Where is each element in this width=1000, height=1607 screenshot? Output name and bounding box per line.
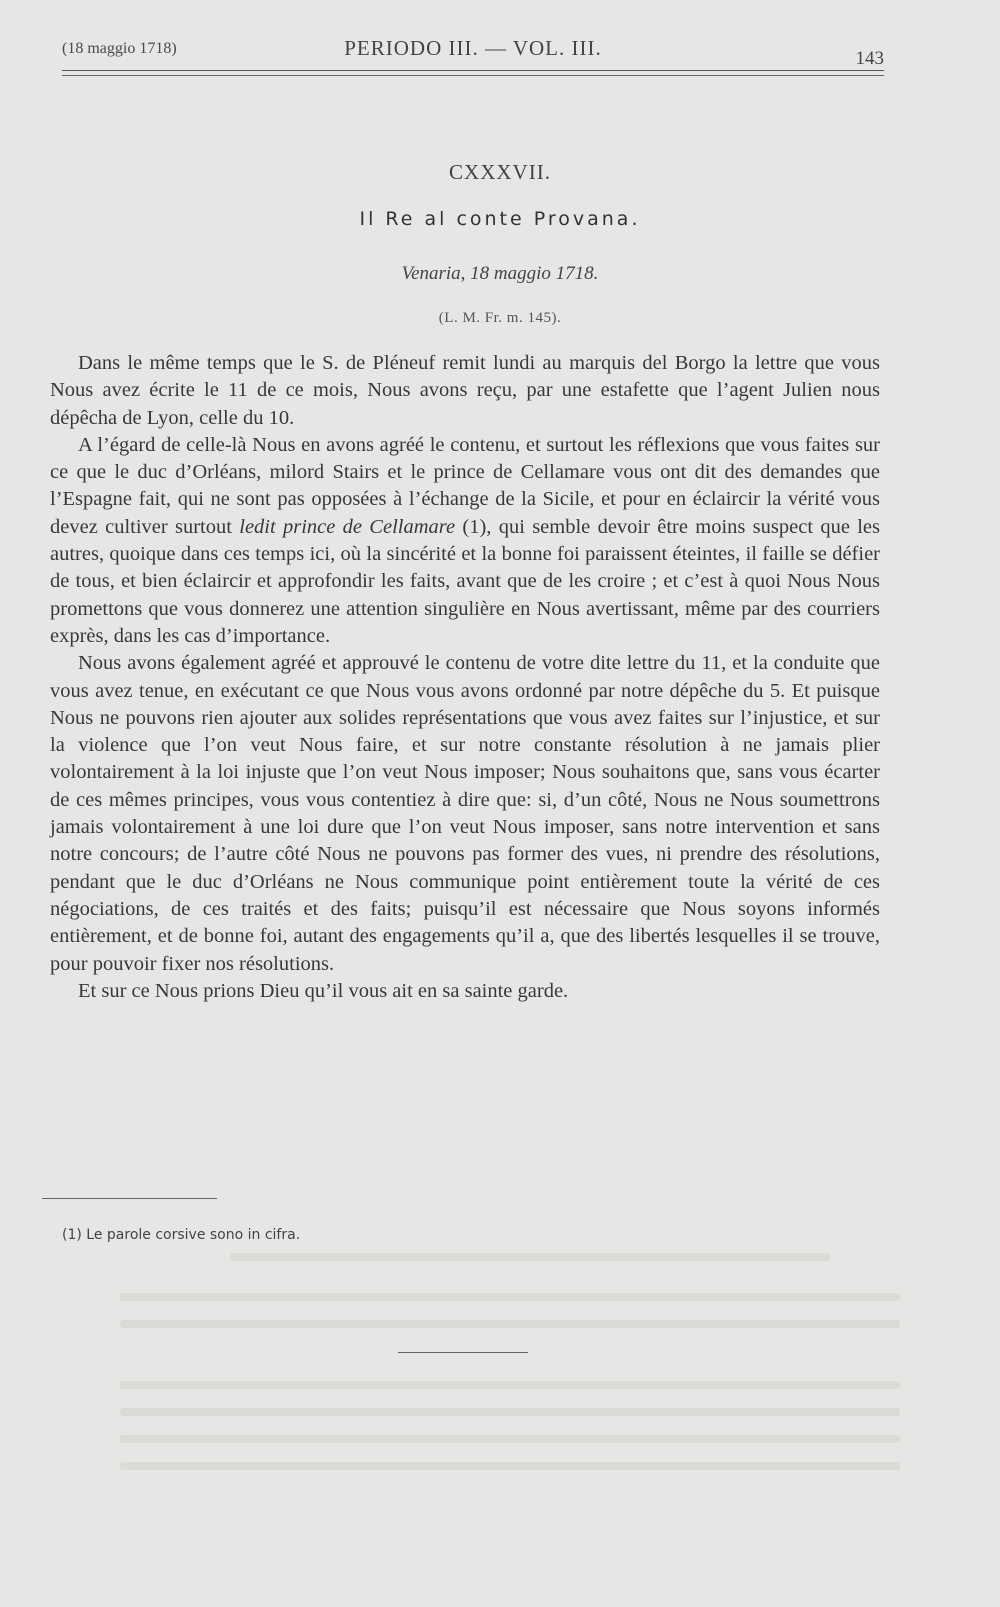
letter-body	[50, 350, 880, 1005]
footnote: (1) Le parole corsive sono in cifra.	[62, 1227, 301, 1243]
running-head-period: PERIODO III. — VOL. III.	[344, 36, 602, 60]
paragraph-1: Dans le même temps que le S. de Pléneuf remit lundi au marquis del Borgo la lettre que vous Nous avez écrite le 11 de ce mois, Nous avons reçu, par une estafette que l’agent Julien nous dépêcha de Lyon, celle du 10.	[50, 352, 880, 429]
running-head	[62, 36, 884, 70]
bleed-line	[120, 1408, 900, 1416]
bleed-line	[120, 1293, 900, 1301]
paragraph-3: Nous avons également agréé et approuvé le contenu de votre dite lettre du 11, et la conduite que vous avez tenue, en exécutant ce que Nous vous avons ordonné par notre dépêche du 5. Et puisque Nous ne pouvons rien ajouter aux solides représentations que vous avez faites sur l’injustice, et sur la violence que l’on veut Nous faire, et sur notre constante résolution à ne jamais plier volontairement à la loi injuste que l’on veut Nous imposer; Nous souhaitons que, sans vous écarter de ces mêmes principes, vous vous contentiez à dire que: si, d’un côté, Nous ne Nous soumettrons jamais volontairement à une loi dure que l’on veut Nous imposer, sans notre intervention et sans notre concours; de l’autre côté Nous ne pouvons pas former des vues, ni prendre des résolutions, pendant que le duc d’Orléans ne Nous communique point entièrement toute la vérité de ces négociations, de ces traités et des faits; puisqu’il est nécessaire que Nous soyons informés entièrement, et de bonne foi, autant des engagements qu’il a, que des libertés lesquelles il se trouve, pour pouvoir fixer nos résolutions.	[50, 652, 880, 975]
document-place-date: Venaria, 18 maggio 1718.	[401, 263, 599, 284]
bleed-line	[120, 1462, 900, 1470]
page-number: 143	[855, 48, 884, 69]
paragraph-4: Et sur ce Nous prions Dieu qu’il vous ait en sa sainte garde.	[78, 979, 569, 1002]
end-rule	[398, 1352, 528, 1353]
document-source: (L. M. Fr. m. 145).	[438, 310, 562, 326]
document-number: CXXXVII.	[449, 160, 551, 184]
document-title: Il Re al conte Provana.	[359, 208, 641, 230]
paragraph-2	[50, 432, 880, 650]
bleed-line	[230, 1253, 830, 1261]
bleed-line	[120, 1320, 900, 1328]
footnote-rule	[42, 1198, 217, 1199]
running-head-date: (18 maggio 1718)	[62, 40, 177, 57]
bleed-line	[120, 1435, 900, 1443]
header-rule	[62, 70, 884, 76]
bleed-line	[120, 1381, 900, 1389]
bleed-through-texture	[30, 1245, 970, 1575]
paragraph-2-start: A l’égard de celle-là Nous en avons agréé le contenu, et surtout les réflexions que vous faites sur ce que le duc d’Orléans, milord Stairs et le prince de Cellamare vous ont dit des demandes que l’Espagne fait, qui ne sont pas opposées à l’échange de la Sicile, et pour en éclaircir la vérité vous devez cultiver surtout	[50, 433, 880, 538]
paragraph-2-end: (1), qui semble devoir être moins suspect que les autres, quoique dans ces temps ici, où la sincérité et la bonne foi paraissent éteintes, il faille se défier de tous, et bien éclaircir et approfondir les faits, avant que de les croire ; et c’est à quoi Nous Nous promettons que vous donnerez une attention singulière en Nous avertissant, même par des courriers exprès, dans les cas d’importance.	[50, 515, 880, 647]
cipher-italic-text: ledit prince de Cellamare	[239, 515, 456, 538]
